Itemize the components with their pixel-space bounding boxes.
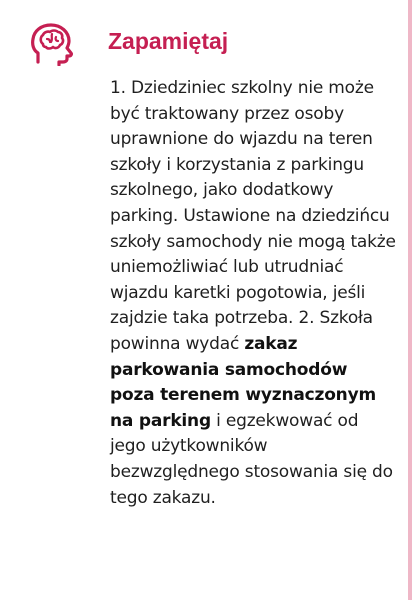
note-body-text-start: 1. Dziedziniec szkolny nie może być traktowany przez osoby uprawnione do wjazdu na teren szkoły i korzystania z parkingu szkolnego, jako dodatkowy parking. Ustawione na dziedzińcu szkoły samochody nie mogą także uniemożliwiać lub utrudniać wjazdu karetki pogotowia, jeśli zajdzie taka potrzeba. 2. Szkoła powinna wydać [110,78,396,354]
right-border-rule [408,0,412,600]
note-body-emphasis: zakaz parkowania samochodów poza terenem wyznaczonym na parking [110,333,376,431]
head-with-brain-icon [28,22,76,66]
note-body-text-end: i egzekwować od jego użytkowników bezwzględnego stosowania się do tego zakazu. [110,410,393,508]
note-body [110,76,396,511]
note-title: Zapamiętaj [108,28,229,54]
